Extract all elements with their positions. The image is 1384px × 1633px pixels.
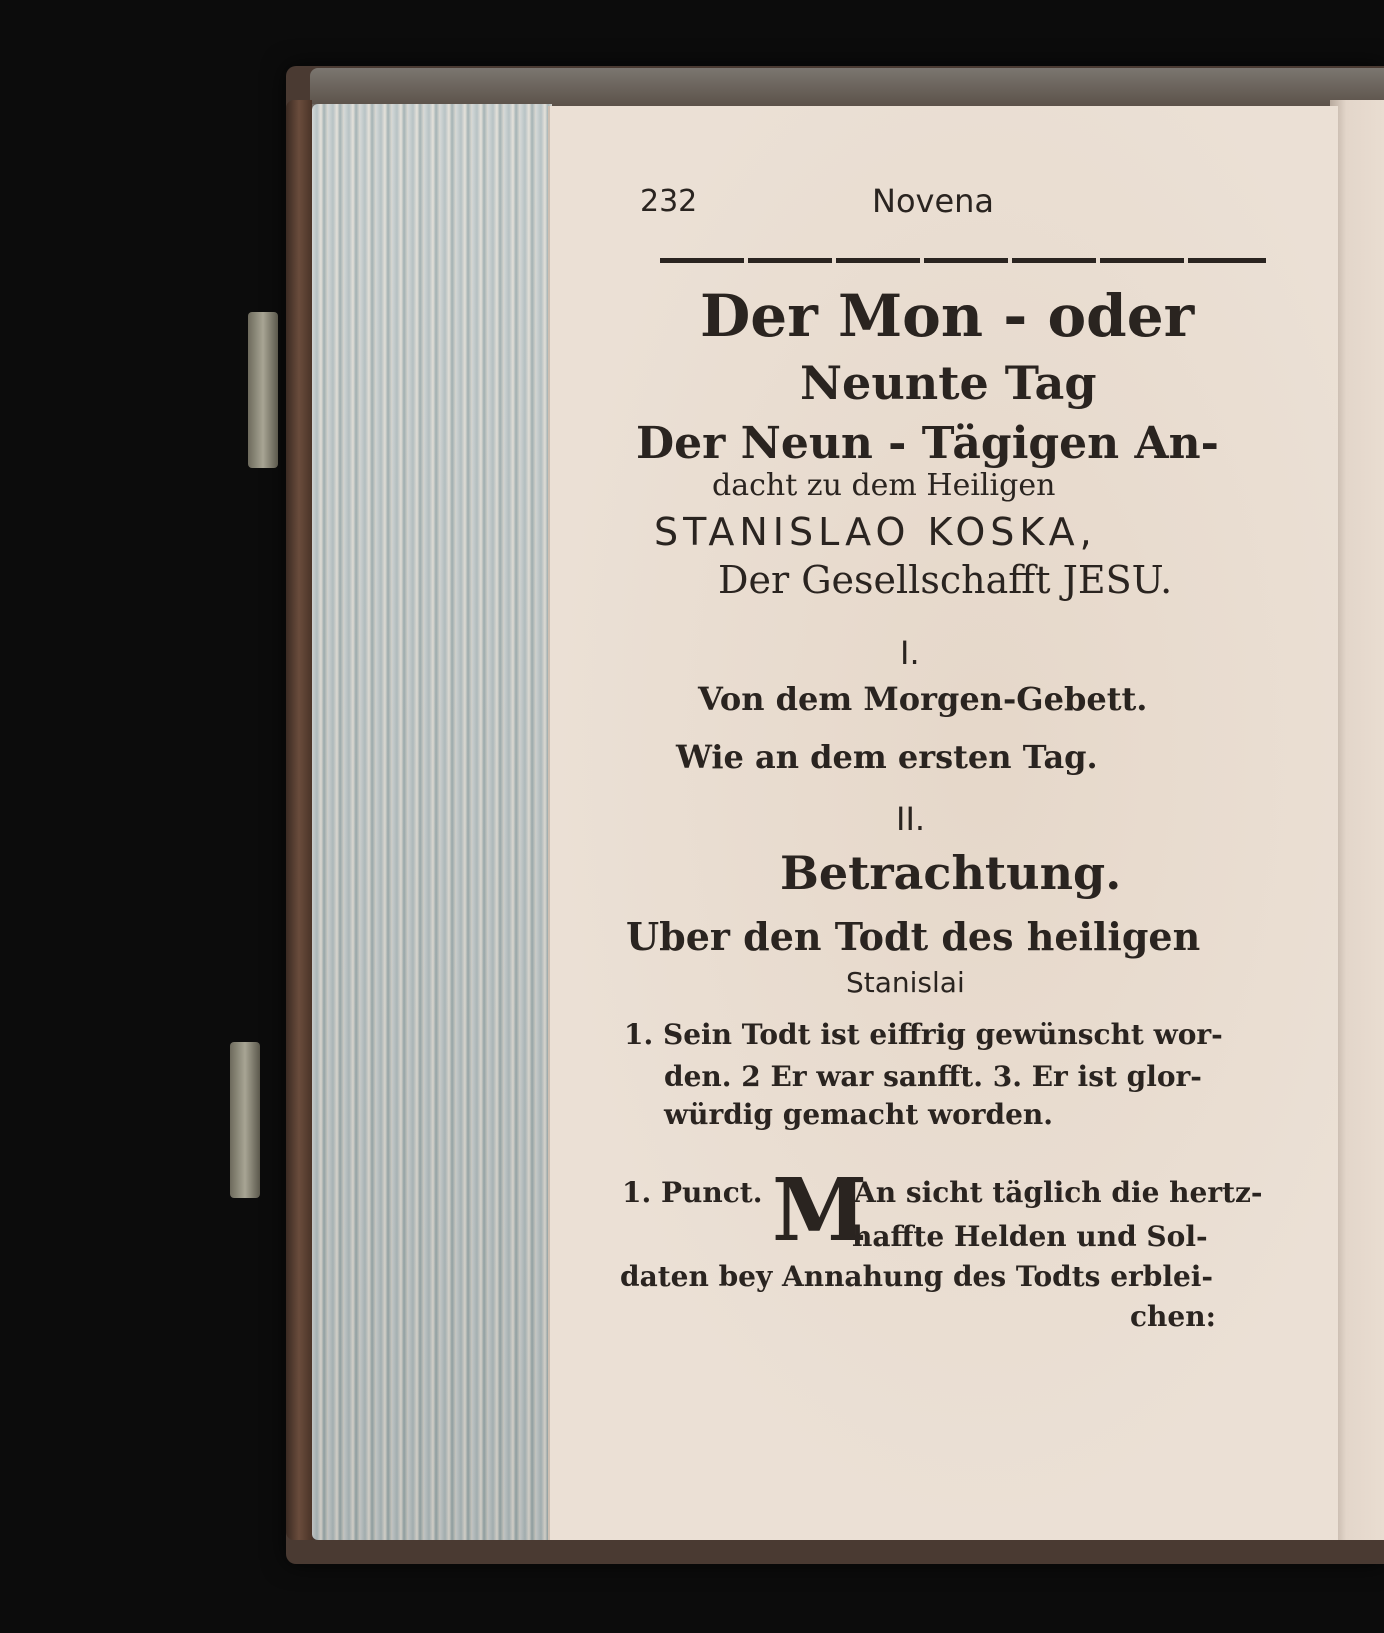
summary-line-3: würdig gemacht worden. bbox=[664, 1098, 1054, 1131]
drop-cap: M bbox=[772, 1160, 868, 1261]
running-head: Novena bbox=[872, 182, 995, 220]
page-number: 232 bbox=[640, 184, 698, 219]
section-2-number: II. bbox=[896, 800, 926, 838]
title-saint-name: STANISLAO KOSKA, bbox=[654, 510, 1097, 554]
section-1-number: I. bbox=[900, 634, 920, 672]
clasp-upper bbox=[248, 312, 278, 468]
facing-page-edge bbox=[1330, 100, 1384, 1540]
summary-line-2: den. 2 Er war sanfft. 3. Er ist glor- bbox=[664, 1060, 1202, 1093]
title-line-1: Der Mon - oder bbox=[700, 282, 1195, 350]
book-top-edge bbox=[310, 68, 1384, 108]
leather-spine bbox=[286, 100, 312, 1540]
section-1-text: Wie an dem ersten Tag. bbox=[676, 738, 1098, 776]
header-rule bbox=[660, 258, 1266, 263]
title-line-3: Der Neun - Tägigen An- bbox=[636, 418, 1219, 469]
page-edges bbox=[312, 104, 552, 1540]
title-line-6: Der Gesellschafft JESU. bbox=[718, 558, 1173, 602]
clasp-lower bbox=[230, 1042, 260, 1198]
section-2-name: Stanislai bbox=[846, 966, 965, 999]
point-line-1: An sicht täglich die hertz- bbox=[854, 1176, 1263, 1209]
point-line-3: daten bey Annahung des Todts erblei- bbox=[620, 1260, 1214, 1293]
point-line-2: haffte Helden und Sol- bbox=[852, 1220, 1208, 1253]
title-line-2: Neunte Tag bbox=[800, 356, 1097, 410]
section-2-subtitle: Uber den Todt des heiligen bbox=[626, 914, 1201, 959]
section-1-title: Von dem Morgen-Gebett. bbox=[698, 680, 1148, 718]
catchword: chen: bbox=[1130, 1300, 1216, 1333]
point-label: 1. Punct. bbox=[622, 1176, 763, 1209]
summary-line-1: 1. Sein Todt ist eiffrig gewünscht wor- bbox=[624, 1018, 1223, 1051]
title-line-4: dacht zu dem Heiligen bbox=[712, 468, 1056, 503]
section-2-title: Betrachtung. bbox=[780, 846, 1122, 900]
